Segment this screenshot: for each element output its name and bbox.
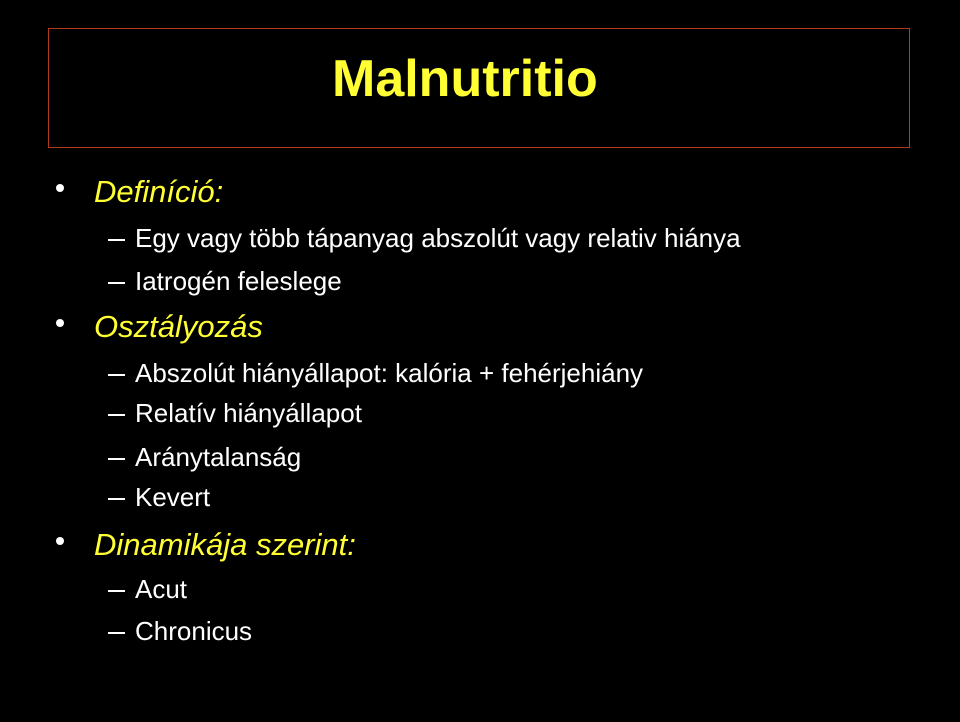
list-item-label: Chronicus <box>135 616 253 646</box>
dash-bullet-icon <box>108 374 125 376</box>
bullet-dot-icon <box>56 184 64 192</box>
dash-bullet-icon <box>108 498 125 500</box>
list-item-label: Iatrogén feleslege <box>135 266 342 296</box>
dash-bullet-icon <box>108 414 125 416</box>
list-item-label: Kevert <box>135 482 211 512</box>
dash-bullet-icon <box>108 282 125 284</box>
dash-bullet-icon <box>108 239 125 241</box>
list-item-label: Acut <box>135 574 188 604</box>
section-heading-label: Osztályozás <box>94 309 263 344</box>
list-item-label: Aránytalanság <box>135 442 302 472</box>
dash-bullet-icon <box>108 590 125 592</box>
slide-title: Malnutritio <box>332 50 598 108</box>
list-item-label: Relatív hiányállapot <box>135 398 362 428</box>
list-item-label: Abszolút hiányállapot: kalória + fehérjehiány <box>135 358 644 388</box>
bullet-dot-icon <box>56 537 64 545</box>
bullet-dot-icon <box>56 319 64 327</box>
dash-bullet-icon <box>108 458 125 460</box>
section-heading-label: Dinamikája szerint: <box>94 527 356 562</box>
section-heading-label: Definíció: <box>94 174 224 209</box>
list-item-label: Egy vagy több tápanyag abszolút vagy relativ hiánya <box>135 223 741 253</box>
dash-bullet-icon <box>108 632 125 634</box>
